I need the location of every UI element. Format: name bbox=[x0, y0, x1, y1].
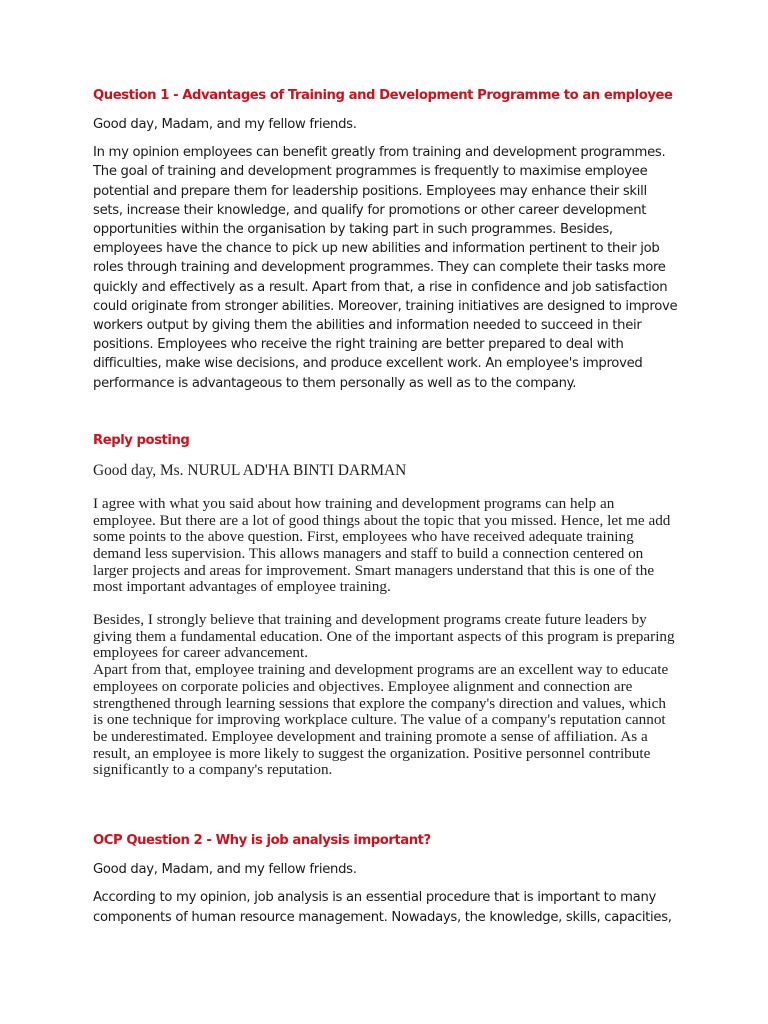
document-page bbox=[93, 86, 678, 927]
reply-greeting: Good day, Ms. NURUL AD'HA BINTI DARMAN bbox=[93, 461, 407, 479]
question-2-greeting: Good day, Madam, and my fellow friends. bbox=[93, 862, 357, 878]
question-2-heading: OCP Question 2 - Why is job analysis important? bbox=[93, 833, 431, 849]
question-1-paragraph: In my opinion employees can benefit greatly from training and development programmes. The goal of training and development programmes is frequently to maximise employee potential and prepare them for leadership positions. Employees may enhance their skill sets, increase their knowledge, and qualify for promotions or other career development opportunities within the organisation by taking part in such programmes. Besides, employees have the chance to pick up new abilities and information pertinent to their job roles through training and development programmes. They can complete their tasks more quickly and effectively as a result. Apart from that, a rise in confidence and job satisfaction could originate from stronger abilities. Moreover, training initiatives are designed to improve workers output by giving them the abilities and information needed to succeed in their positions. Employees who receive the right training are better prepared to deal with difficulties, make wise decisions, and produce excellent work. An employee's improved performance is advantageous to them personally as well as to the company. bbox=[93, 145, 678, 391]
reply-posting-heading: Reply posting bbox=[93, 432, 190, 448]
question-1-greeting: Good day, Madam, and my fellow friends. bbox=[93, 117, 357, 132]
question-2-paragraph: According to my opinion, job analysis is an essential procedure that is important to many components of human resource management. Nowadays, the knowledge, skills, capacities, bbox=[93, 890, 672, 925]
reply-paragraph-agree: I agree with what you said about how training and development programs can help an employee. But there are a lot of good things about the topic that you missed. Hence, let me add some points to the above question. First, employees who have received adequate training demand less supervision. This allows managers and staff to build a connection centered on larger projects and areas for improvement. Smart managers understand that this is one of the most important advantages of employee training. bbox=[93, 494, 671, 596]
reply-paragraph-apart: Apart from that, employee training and development programs are an excellent way to educate employees on corporate policies and objectives. Employee alignment and connection are strengthened through learning sessions that explore the company's direction and values, which is one technique for improving workplace culture. The value of a company's reputation cannot be underestimated. Employee development and training promote a sense of affiliation. As a result, an employee is more likely to suggest the organization. Positive personnel contribute significantly to a company's reputation. bbox=[93, 661, 669, 779]
reply-paragraph-besides: Besides, I strongly believe that training and development programs create future leaders by giving them a fundamental education. One of the important aspects of this program is preparing employees for career advancement. bbox=[93, 611, 675, 662]
question-1-heading: Question 1 - Advantages of Training and Development Programme to an employee bbox=[93, 88, 673, 103]
